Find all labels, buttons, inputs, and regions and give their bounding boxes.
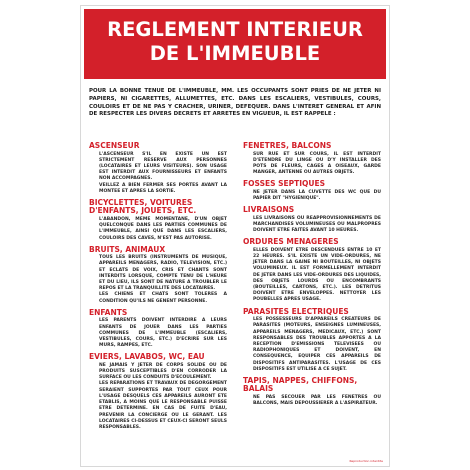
section-title: PARASITES ELECTRIQUES: [243, 306, 349, 316]
section-paragraph: NE JETER DANS LA CUVETTE DES WC QUE DU PAPIER DIT "HYGIENIQUE".: [253, 189, 381, 202]
section-title: BRUITS, ANIMAUX: [89, 244, 166, 254]
right-column: [243, 142, 381, 411]
section-paragraph: L'ASCENSEUR S'IL EN EXISTE UN EST STRICTEMENT RESERVE AUX PERSONNES (LOCATAIRES ET LEURS VISITEURS). SON USAGE EST INTERDIT AUX FOURNISSEURS ET ENFANTS NON ACCOMPAGNES.: [99, 151, 227, 182]
rule-section: [243, 142, 381, 176]
rule-section: [89, 246, 227, 305]
rule-section: [243, 180, 381, 202]
rule-section: [89, 199, 227, 242]
section-title: LIVRAISONS: [243, 205, 295, 215]
rule-section: [243, 377, 381, 407]
section-title: FOSSES SEPTIQUES: [243, 179, 326, 189]
footer-mark: Reproduction interdite: [349, 459, 383, 463]
section-title: EVIERS, LAVABOS, WC, EAU: [89, 352, 205, 362]
section-body: [99, 318, 227, 349]
section-paragraph: NE PAS SECOUER PAR LES FENETRES OU BALCONS, MAIS DEPOUSSIERER A L'ASPIRATEUR.: [253, 394, 381, 407]
section-title: BICYCLETTES, VOITURES D'ENFANTS, JOUETS, ETC.: [89, 197, 197, 216]
section-body: [253, 317, 381, 373]
section-body: [253, 216, 381, 235]
section-body: [99, 217, 227, 242]
section-body: [99, 363, 227, 431]
rule-section: [89, 309, 227, 350]
section-body: [99, 255, 227, 305]
section-body: [253, 190, 381, 202]
section-paragraph: LES POSSESSEURS D'APPAREILS CREATEURS DE PARASITES (MOTEURS, ENSEIGNES LUMINEUSES, APPAREILS MENAGERS, MEDICAUX, ETC.) SONT RESPONSABLES DES TROUBLES APPORTES A LA RECEPTION D'EMISSIONS TELEVISEES OU RADIOPHONIQUES ET DOIVENT, EN CONSEQUENCE, EQUIPER CES APPAREILS DE DISPOSITIFS ANTIPARASITES. L'USAGE DE CES DISPOSITIFS EST UTILISE A CE SUJET.: [253, 317, 381, 372]
left-column: [89, 142, 227, 435]
intro-paragraph: POUR LA BONNE TENUE DE L'IMMEUBLE, MM. LES OCCUPANTS SONT PRIES DE NE JETER NI PAPIERS, NI CIGARETTES, ALLUMETTES, ETC. DANS LES ESCALIERS, VESTIBULES, COURS, COULOIRS ET DE NE PAS Y CRACHER, URINER, DEFEQUER. DANS L'INTERET GENERAL ET AFIN DE RESPECTER LES DIVERS DECRETS ET ARRETES EN VIGUEUR, IL EST RAPPELE :: [89, 88, 381, 118]
rule-section: [243, 308, 381, 373]
rule-section: [89, 142, 227, 195]
regulation-sign: [80, 5, 390, 467]
section-paragraph: LES PARENTS DOIVENT INTERDIRE A LEURS ENFANTS DE JOUER DANS LES PARTIES COMMUNES DE L'IMMEUBLE (ESCALIERS, VESTIBULES, COURS, ETC.) D'ECRIRE SUR LES MURS, RAMPES, ETC.: [99, 318, 227, 349]
section-body: [253, 395, 381, 407]
section-body: [99, 152, 227, 195]
sign-title-line2: DE L'IMMEUBLE: [149, 42, 321, 65]
section-paragraph: LES LIVRAISONS OU REAPPROVISIONNEMENTS DE MARCHANDISES VOLUMINEUSES OU MALPROPRES DOIVENT ETRE FAITES AVANT 10 HEURES.: [253, 215, 381, 234]
section-title: ASCENSEUR: [89, 141, 140, 150]
rule-section: [89, 353, 227, 431]
rule-section: [243, 238, 381, 303]
section-paragraph: NE JAMAIS Y JETER DE CORPS SOLIDE OU DE PRODUITS SUSCEPTIBLES D'EN CORRODER LA SURFACE OU LES CONDUITS D'ECOULEMENT.: [99, 362, 227, 381]
section-paragraph: VEILLEZ A BIEN FERMER SES PORTES AVANT LA MONTEE ET APRES LA SORTIE.: [99, 182, 227, 194]
section-paragraph: SUR RUE ET SUR COURS, IL EST INTERDIT D'ETENDRE DU LINGE OU D'Y INSTALLER DES POTS DE FLEURS, CAGES A OISEAUX, GARDE MANGER, ANTENNE OU AUTRES OBJETS.: [253, 151, 381, 176]
title-banner: [84, 9, 386, 79]
section-paragraph: ELLES DOIVENT ETRE DESCENDUES ENTRE 10 ET 22 HEURES. S'IL EXISTE UN VIDE-ORDURES, NE JETER DANS LA GAINE NI BOUTEILLES, NI OBJETS VOLUMINEUX. IL EST FORMELLEMENT INTERDIT DE JETER DANS LES VIDE-ORDURES DES LIQUIDES, DES OBJETS LOURDS OU ENCOMBRANTS (BOUTEILLES, CARTONS, ETC.). LES DETRITUS DOIVENT ETRE ENVELOPPES. NETTOYER LES POUBELLES APRES USAGE.: [253, 247, 381, 303]
section-paragraph: L'ABANDON, MEME MOMENTANE, D'UN OBJET QUELCONQUE DANS LES PARTIES COMMUNES DE L'IMMEUBLE, AINSI QUE DANS LES ESCALIERS, COULOIRS DES CAVES, N'EST PAS AUTORISE.: [99, 216, 227, 241]
section-title: ENFANTS: [89, 307, 128, 317]
section-title: ORDURES MENAGERES: [243, 237, 339, 247]
section-paragraph: LES CHIENS ET CHATS SONT TOLERES A CONDITION QU'ILS NE GENENT PERSONNE.: [99, 292, 227, 304]
section-paragraph: LES REPARATIONS ET TRAVAUX DE DEGORGEMENT SERAIENT SUPPORTES PAR TOUT CEUX POUR L'USAGE DESQUELS CES APPAREILS AURONT ETE ETABLIS, A MOINS QUE LE RESPONSABLE PUISSE ETRE DETERMINE. EN CAS DE FUITE D'EAU, PREVENIR LA CONCIERGE OU LE GERANT. LES LOCATAIRES CI-DESSUS ET CEUX-CI SERONT SEULS RESPONSABLES.: [99, 381, 227, 430]
section-body: [253, 248, 381, 304]
section-body: [253, 152, 381, 177]
section-paragraph: TOUS LES BRUITS (INSTRUMENTS DE MUSIQUE, APPAREILS MENAGERS, RADIO, TELEVISION, ETC.) ET ECLATS DE VOIX, CRIS ET CHANTS SONT INTERDITS LORSQUE, COMPTE TENU DE L'HEURE ET DU LIEU, ILS SONT DE NATURE A TROUBLER LE REPOS ET LA TRANQUILLITE DES LOCATAIRES.: [99, 255, 227, 292]
rule-section: [243, 206, 381, 234]
section-title: FENETRES, BALCONS: [243, 141, 332, 150]
section-title: TAPIS, NAPPES, CHIFFONS, BALAIS: [243, 375, 358, 394]
sign-title-line1: REGLEMENT INTERIEUR: [107, 18, 363, 41]
